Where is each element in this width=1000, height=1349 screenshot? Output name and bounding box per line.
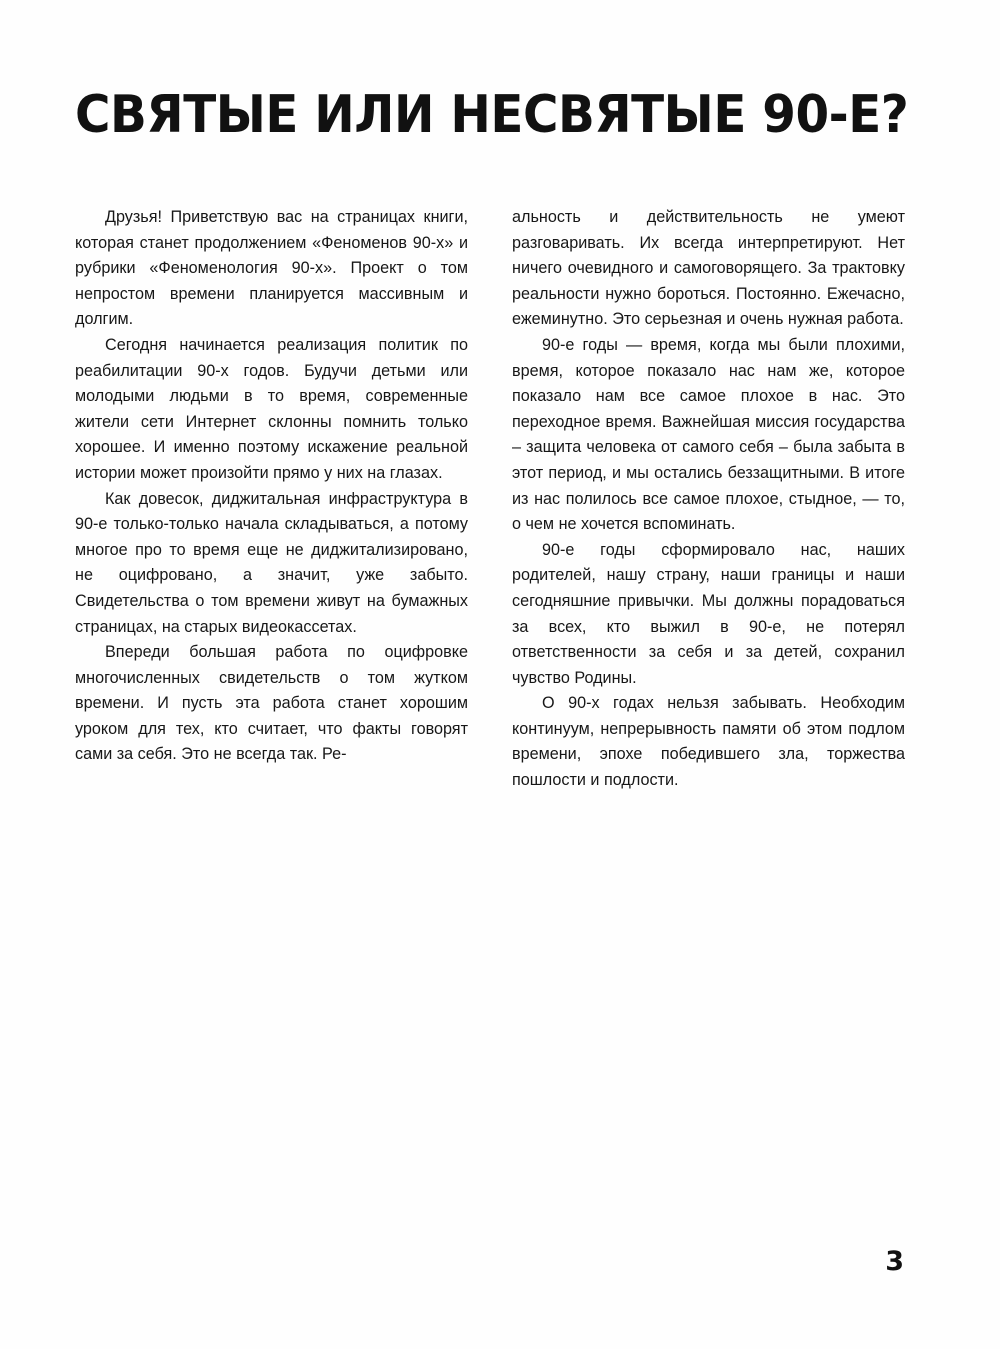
paragraph: 90-е годы сформировало нас, наших родителей, нашу страну, наши границы и наши сегодняшние привычки. Мы должны порадоваться за всех, кто выжил в 90-е, не потерял ответственности за себя и за детей, сохранил чувство Родины. bbox=[512, 540, 905, 687]
paragraph: Друзья! Приветствую вас на страницах книги, которая станет продолжением «Феноменов 90-х» и рубрики «Феноменология 90-х». Проект о том непростом времени планируется массивным и долгим. bbox=[75, 208, 468, 329]
paragraph: 90-е годы — время, когда мы были плохими, время, которое показало нас нам же, которое показало нам все самое плохое в нас. Это переходное время. Важнейшая миссия государства – защита человека от самого себя – была забыта в этот период, и мы остались беззащитными. В итоге из нас полилось все самое плохое, стыдное, — то, о чем не хочется вспоминать. bbox=[512, 335, 905, 534]
page-header bbox=[75, 85, 909, 145]
text-column-left bbox=[75, 205, 468, 794]
body-columns bbox=[75, 205, 905, 794]
page-title: СВЯТЫЕ ИЛИ НЕСВЯТЫЕ 90-Е? bbox=[75, 85, 909, 145]
paragraph: О 90-х годах нельзя забывать. Необходим континуум, непрерывность памяти об этом подлом времени, эпохе победившего зла, торжества пошлости и подлости. bbox=[512, 694, 905, 790]
paragraph: Как довесок, диджитальная инфраструктура в 90-е только-только начала складываться, а потому многое про то время еще не диджитализировано, не оцифровано, а значит, уже забыто. Свидетельства о том времени живут на бумажных страницах, на старых видеокассетах. bbox=[75, 489, 468, 636]
paragraph: альность и действительность не умеют разговаривать. Их всегда интерпретируют. Нет ничего очевидного и самоговорящего. За трактовку реальности нужно бороться. Постоянно. Ежечасно, ежеминутно. Это серьезная и очень нужная работа. bbox=[512, 208, 905, 329]
page-number: 3 bbox=[885, 1246, 904, 1277]
paragraph: Впереди большая работа по оцифровке многочисленных свидетельств о том жутком времени. И пусть эта работа станет хорошим уроком для тех, кто считает, что факты говорят сами за себя. Это не всегда так. Ре- bbox=[75, 643, 468, 764]
paragraph: Сегодня начинается реализация политик по реабилитации 90-х годов. Будучи детьми или молодыми людьми в то время, современные жители сети Интернет склонны помнить только хорошее. И именно поэтому искажение реальной истории может произойти прямо у них на глазах. bbox=[75, 335, 468, 482]
text-column-right bbox=[512, 205, 905, 794]
